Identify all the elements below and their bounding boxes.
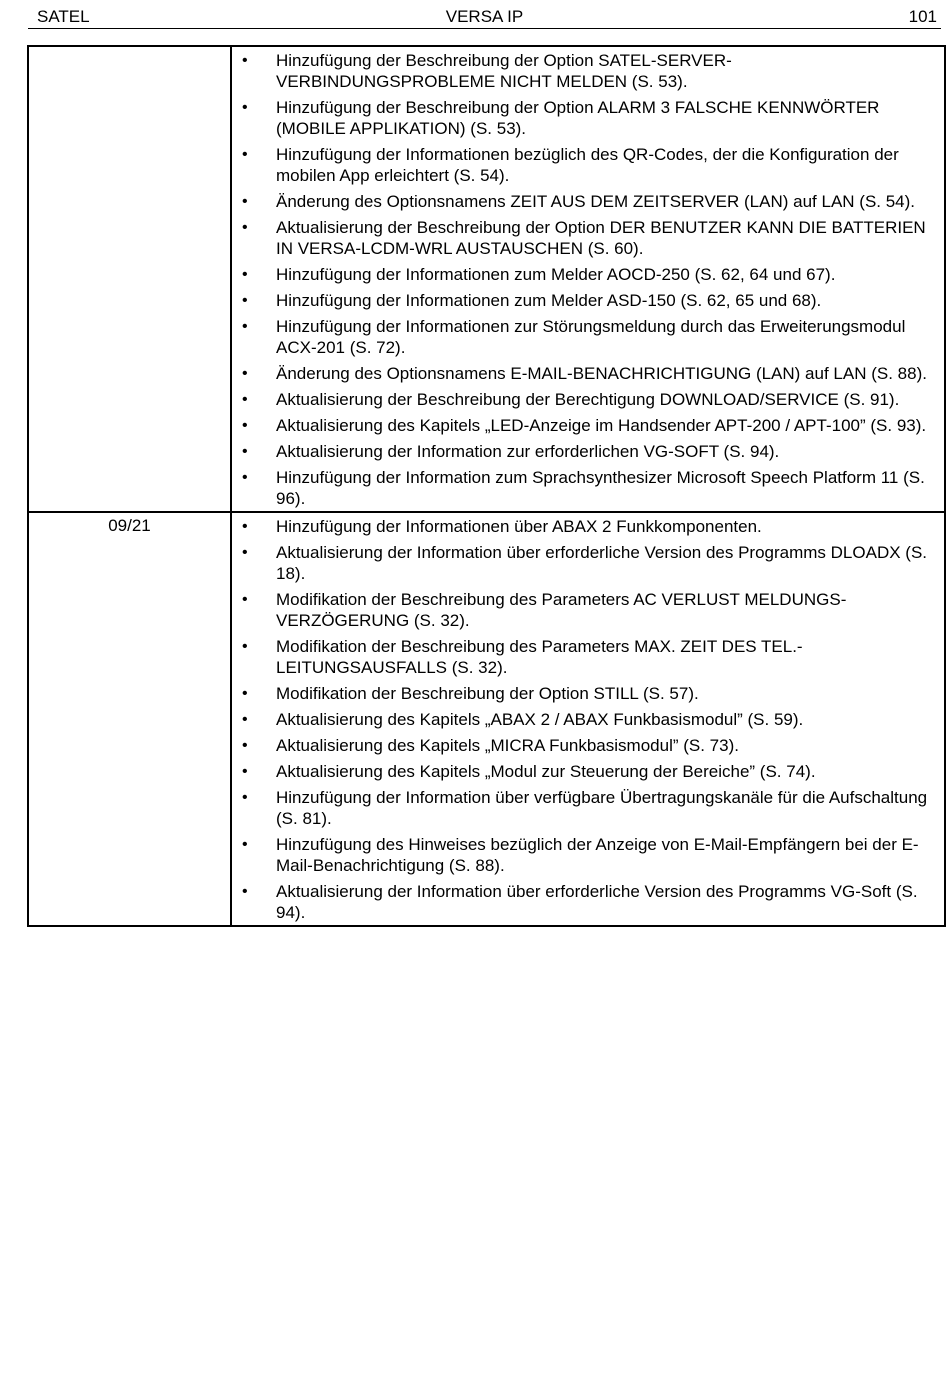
list-item: • Hinzufügung der Informationen bezüglich des QR-Codes, der die Konfiguration der mobilen App erleichtert (S. 54).: [232, 144, 940, 186]
changes-cell: [231, 46, 945, 512]
version-cell: [28, 512, 231, 926]
list-item: • Aktualisierung der Beschreibung der Berechtigung DOWNLOAD/SERVICE (S. 91).: [232, 389, 940, 410]
list-item: • Aktualisierung des Kapitels „LED-Anzeige im Handsender APT-200 / APT-100” (S. 93).: [232, 415, 940, 436]
list-item: • Hinzufügung der Informationen zur Störungsmeldung durch das Erweiterungsmodul ACX-201 (S. 72).: [232, 316, 940, 358]
change-list: [232, 513, 944, 925]
page-header: [28, 6, 941, 29]
header-brand: SATEL: [37, 7, 90, 26]
list-item: • Aktualisierung der Information über erforderliche Version des Programms VG-Soft (S. 94).: [232, 881, 940, 923]
list-item: • Hinzufügung des Hinweises bezüglich der Anzeige von E-Mail-Empfängern bei der E-Mail-Benachrichtigung (S. 88).: [232, 834, 940, 876]
list-item: • Aktualisierung der Information über erforderliche Version des Programms DLOADX (S. 18).: [232, 542, 940, 584]
list-item: • Änderung des Optionsnamens E-MAIL-BENACHRICHTIGUNG (LAN) auf LAN (S. 88).: [232, 363, 940, 384]
list-item: • Hinzufügung der Information zum Sprachsynthesizer Microsoft Speech Platform 11 (S. 96).: [232, 467, 940, 509]
changes-cell: [231, 512, 945, 926]
list-item: • Hinzufügung der Informationen zum Melder ASD-150 (S. 62, 65 und 68).: [232, 290, 940, 311]
page-number: 101: [908, 7, 937, 26]
table-row: [28, 512, 945, 926]
list-item: • Hinzufügung der Informationen zum Melder AOCD-250 (S. 62, 64 und 67).: [232, 264, 940, 285]
list-item: • Aktualisierung des Kapitels „Modul zur Steuerung der Bereiche” (S. 74).: [232, 761, 940, 782]
list-item: • Modifikation der Beschreibung des Parameters MAX. ZEIT DES TEL.-LEITUNGSAUSFALLS (S. 32).: [232, 636, 940, 678]
version-label: 09/21: [108, 516, 151, 535]
list-item: • Modifikation der Beschreibung des Parameters AC VERLUST MELDUNGS-VERZÖGERUNG (S. 32).: [232, 589, 940, 631]
list-item: • Aktualisierung des Kapitels „MICRA Funkbasismodul” (S. 73).: [232, 735, 940, 756]
list-item: • Aktualisierung des Kapitels „ABAX 2 / ABAX Funkbasismodul” (S. 59).: [232, 709, 940, 730]
version-cell: [28, 46, 231, 512]
list-item: • Aktualisierung der Beschreibung der Option DER BENUTZER KANN DIE BATTERIEN IN VERSA-LCDM-WRL AUSTAUSCHEN (S. 60).: [232, 217, 940, 259]
change-list: [232, 47, 944, 511]
list-item: • Hinzufügung der Information über verfügbare Übertragungskanäle für die Aufschaltung (S. 81).: [232, 787, 940, 829]
list-item: • Hinzufügung der Beschreibung der Option ALARM 3 FALSCHE KENNWÖRTER (MOBILE APPLIKATION) (S. 53).: [232, 97, 940, 139]
list-item: • Modifikation der Beschreibung der Option STILL (S. 57).: [232, 683, 940, 704]
list-item: • Hinzufügung der Informationen über ABAX 2 Funkkomponenten.: [232, 516, 940, 537]
header-product: VERSA IP: [445, 7, 524, 26]
version-label: [29, 47, 230, 50]
table-row: [28, 46, 945, 512]
list-item: • Hinzufügung der Beschreibung der Option SATEL-SERVER-VERBINDUNGSPROBLEME NICHT MELDEN (S. 53).: [232, 50, 940, 92]
list-item: • Aktualisierung der Information zur erforderlichen VG-SOFT (S. 94).: [232, 441, 940, 462]
list-item: • Änderung des Optionsnamens ZEIT AUS DEM ZEITSERVER (LAN) auf LAN (S. 54).: [232, 191, 940, 212]
changelog-table: [27, 45, 946, 927]
